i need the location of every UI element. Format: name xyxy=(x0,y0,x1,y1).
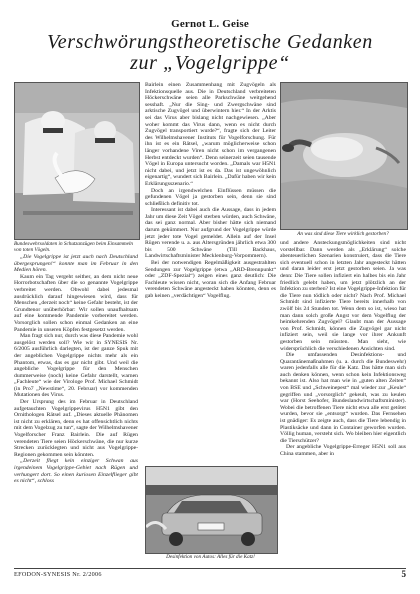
paragraph: Bei der notwendigen Regelmäßigkeit ausgestrahlten Sendungen zur Vogelgrippe (etwa „ARD-Brennpunkt“ oder „ZDF-Spezial“) zeigen eines ganz deutlich: Die Fachleute wissen nicht, woran sich die Anfang Februar verendeten Schwäne angesteckt haben könnten, denn es gab keinen „verdächtigen“ Vogelflug. xyxy=(145,260,276,299)
article-column-3 xyxy=(280,240,406,458)
caption-car-photo: Desinfektion von Autos: Alles für die Katz! xyxy=(166,554,255,560)
paragraph: Bairlein einen Zusammenhang mit Zugvögeln als Infektionsquelle aus. Die in Deutschland verbreiteten Höckerschwäne seien alle Parkschwäne weitgehend sesshaft. „Nur die Sing- und Zwergschwäne sind arktische Zugvögel und überwintern hier.“ In der Arktis sei das Virus aber bislang nicht nachgewiesen. „Aber woher kommt das Virus dann, wenn es nicht durch Zugvögel transportiert wurde?“, fragte sich der Leiter des Wilhelmshavener Instituts für Vogelforschung. Für ihn ist es ein Rätsel, „warum möglicherweise schon länger vorhandene Viren nicht schon im vergangenen Herbst entdeckt wurden“. Denn seinerzeit seien tausende Vögel in Europa untersucht worden. „Damals war H5N1 nicht dabei, und jetzt ist es da. Das ist ungewöhnlich eigenartig“, wundert sich Bairlein. „Dafür haben wir kein Erklärungsszenario.“ xyxy=(145,82,276,187)
article-column-1 xyxy=(14,254,138,485)
article-title-line-1: Verschwörungstheoretische Gedanken xyxy=(47,31,373,53)
paragraph: Der angebliche Vogelgrippe-Erreger H5N1 soll aus China stammen, aber in xyxy=(280,444,406,457)
article-title-line-2: zur „Vogelgrippe“ xyxy=(130,52,290,74)
article-author: Gernot L. Geise xyxy=(171,18,249,30)
car-photo-image xyxy=(146,467,277,553)
page-number: 5 xyxy=(401,569,406,579)
paragraph: und andere Ansteckungsmöglichkeiten sind nicht vorstellbar. Dann werden als „Erklärung“ solche abenteuerlichen Szenarien konstruiert, dass die Tiere sich eventuell schon in letzten Jahr angesteckt hätten und daran leider erst jetzt gestorben seien. Ja was denn: Die Tiere sollen infiziert ein halbes bis ein Jahr friedlich gelebt haben, um jetzt plötzlich an der Infektion zu sterben? Ist eine Vogelgrippe-Infektion für die Tiere nun tödlich oder nicht? Nach Prof. Michael Schmidt sind infizierte Tiere bereits innerhalb von zwölf bis 24 Stunden tot. Wenn dem so ist, wieso hat man dann solch große Angst vor dem Vogelflug der heimkehrenden Zugvögel? Glaubt man der Aussage von Prof. Schmidt, können die Zugvögel gar nicht infiziert sein, weil sie lange vor ihrer Ankunft gestorben sein müssten. Man sieht, wie widersprüchlich die verschiedenen Ansichten sind. xyxy=(280,240,406,352)
paragraph: Doch an irgendwelchen Einflüssen müssen die gefundenen Vögel ja gestorben sein, denn sie sind schließlich definitiv tot. xyxy=(145,187,276,207)
dead-duck-photo-image xyxy=(281,83,407,229)
photo-soldiers-collecting-swan xyxy=(14,82,140,240)
paragraph: Man fragt sich nur, durch was diese Pandemie wohl ausgelöst werden soll? Wie wir in SYNESIS Nr. 6/2005 ausführlich darlegten, ist der ganze Spuk mit der angeblichen Vogelgrippe nichts mehr als ein Phantom, etwas, das es gar nicht gibt. Und weil die angebliche Vogelgrippe für den Menschen dummerweise (noch) keine Gefahr darstellt, warnen „Fachleute“ wie der Virologe Prof. Michael Schmidt (in Pro7 „Newstime“, 20. Februar) vor kommenden Mutationen des Virus. xyxy=(14,333,138,399)
paragraph: „Die Vogelgrippe ist jetzt auch nach Deutschland übergesprungen!“ konnte man im Februar in den Medien hören. xyxy=(14,254,138,274)
paragraph: „Derzeit fliegt kein einziger Schwan aus irgendeinem Vogelgrippe-Gebiet nach Rügen und verhungert dort. So einen kuriosen Einzelflieger gibt es nicht“, schloss xyxy=(14,458,138,485)
soldiers-photo-image xyxy=(15,83,139,239)
photo-dead-duck xyxy=(280,82,408,230)
footer-magazine-issue: EFODON-SYNESIS Nr. 2/2006 xyxy=(14,571,102,578)
caption-soldiers-photo: Bundeswehrsoldaten in Schutzanzügen beim Einsammeln von toten Vögeln. xyxy=(14,241,134,253)
paragraph: Die umfassenden Desinfektions- und Quarantänemaßnahmen (u. a. durch die Bundeswehr) waren jedenfalls alle für die Katz. Das hätte man sich auch denken können, wenn schon kein Infektionsweg bekannt ist. Also hat man wie in „guten alten Zeiten“ von BSE und „Schweinepest“ mal wieder zur „Keule“ gegriffen und „vorsorglich“ gekeult, was zu keulen war (Horst Seehofer, Bundeslandwirtschaftsminister). Wobei die betroffenen Tiere nicht etwa alle erst getötet wurden, bevor sie „entsorgt“ wurden. Das Fernsehen ist gnädiger: Es zeigte auch, dass die Tiere lebendig in Plastiksäcke und dann in Container geworfen wurden. Völlig human, versteht sich. Wo bleiben hier eigentlich die Tierschützer? xyxy=(280,352,406,444)
caption-dead-duck-photo: An was sind diese Tiere wirklich gestorben? xyxy=(297,231,389,237)
article-title xyxy=(10,32,410,74)
paragraph: Der Ursprung des im Februar in Deutschland aufgetauchten Vogelgrippevirus H5N1 gibt den Ornithologen Rätsel auf. „Dieses aktuelle Phänomen ist nicht zu erklären, denn es hat offensichtlich nichts mit dem Vogelzug zu tun“, sagte der Wilhelmshavener Vogelforscher Franz Bairlein. Die auf Rügen verendeten Tiere seien Höckerschwäne, die nur kurze Strecken zurücklegten und nicht aus Vogelgrippe-Regionen gekommen sein könnten. xyxy=(14,399,138,458)
paragraph: Kaum ein Tag vergeht seither, an dem nicht neue Horrorbotschaften über die so genannte Vogelgrippe verbreitet werden. Obwohl dabei jedesmal ausdrücklich darauf hingewiesen wird, dass für Menschen „derzeit noch“ keine Gefahr besteht, ist der Grundtenor unüberhörbar: Wir sollen unaufhaltsam auf eine kommende Pandemie vorbereitet werden. Vorsorglich sollen schon einmal Gedanken an eine Pandemie in unseren Köpfen festgesetzt werden. xyxy=(14,273,138,333)
paragraph: Interessant ist dabei auch die Aussage, dass in jedem Jahr um diese Zeit Vögel sterben würden, auch Schwäne, das sei ganz normal. Aber bisher hätte sich niemand darum gekümmert. Nur aufgrund der Vogelgrippe würde jetzt jeder tote Vogel gemeldet. Allein auf der Insel Rügen verende u. a. aus Altersgründen jährlich etwa 300 bis 500 Schwäne (Till Backhaus, Landwirtschaftsminister Mecklenburg-Vorpommern). xyxy=(145,207,276,260)
article-column-2 xyxy=(145,82,276,300)
photo-car-disinfection xyxy=(145,466,278,554)
page-footer xyxy=(14,568,406,579)
